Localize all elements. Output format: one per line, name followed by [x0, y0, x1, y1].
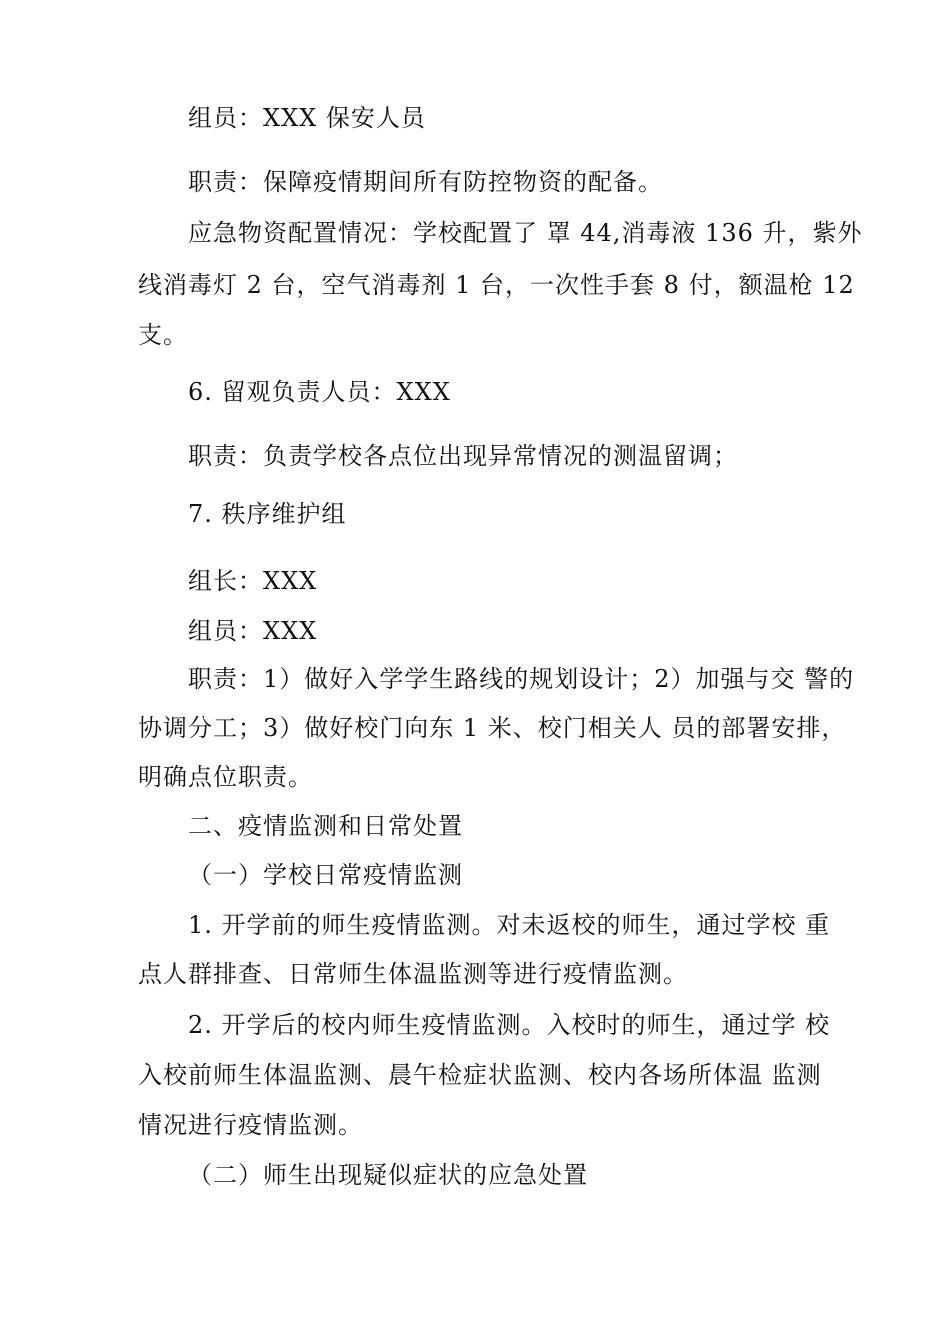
text-line: 2. 开学后的校内师生疫情监测。入校时的师生，通过学 校	[188, 1011, 831, 1039]
text-line: 应急物资配置情况：学校配置了 罩 44,消毒液 136 升，紫外	[188, 219, 863, 247]
subsection-heading: （一）学校日常疫情监测	[188, 861, 463, 889]
text-line: 支。	[138, 321, 188, 349]
text-line: 组员：XXX 保安人员	[188, 104, 426, 132]
text-line: 入校前师生体温监测、晨午检症状监测、校内各场所体温 监测	[138, 1061, 822, 1089]
text-line: 组长：XXX	[188, 567, 318, 595]
text-line: 线消毒灯 2 台，空气消毒剂 1 台，一次性手套 8 付，额温枪 12	[138, 271, 855, 299]
text-line: 职责：负责学校各点位出现异常情况的测温留调；	[188, 442, 738, 470]
subsection-heading: （二）师生出现疑似症状的应急处置	[188, 1161, 588, 1189]
text-line: 点人群排查、日常师生体温监测等进行疫情监测。	[138, 960, 688, 988]
text-line: 6. 留观负责人员：XXX	[188, 378, 451, 406]
text-line: 职责：保障疫情期间所有防控物资的配备。	[188, 168, 663, 196]
text-line: 协调分工；3）做好校门向东 1 米、校门相关人 员的部署安排，	[138, 714, 847, 742]
text-line: 职责：1）做好入学学生路线的规划设计；2）加强与交 警的	[188, 665, 855, 693]
section-heading: 二、疫情监测和日常处置	[188, 812, 463, 840]
text-line: 组员：XXX	[188, 617, 318, 645]
text-line: 1. 开学前的师生疫情监测。对未返校的师生，通过学校 重	[188, 911, 831, 939]
text-line: 情况进行疫情监测。	[138, 1111, 363, 1139]
text-line: 7. 秩序维护组	[188, 500, 347, 528]
text-line: 明确点位职责。	[138, 763, 313, 791]
